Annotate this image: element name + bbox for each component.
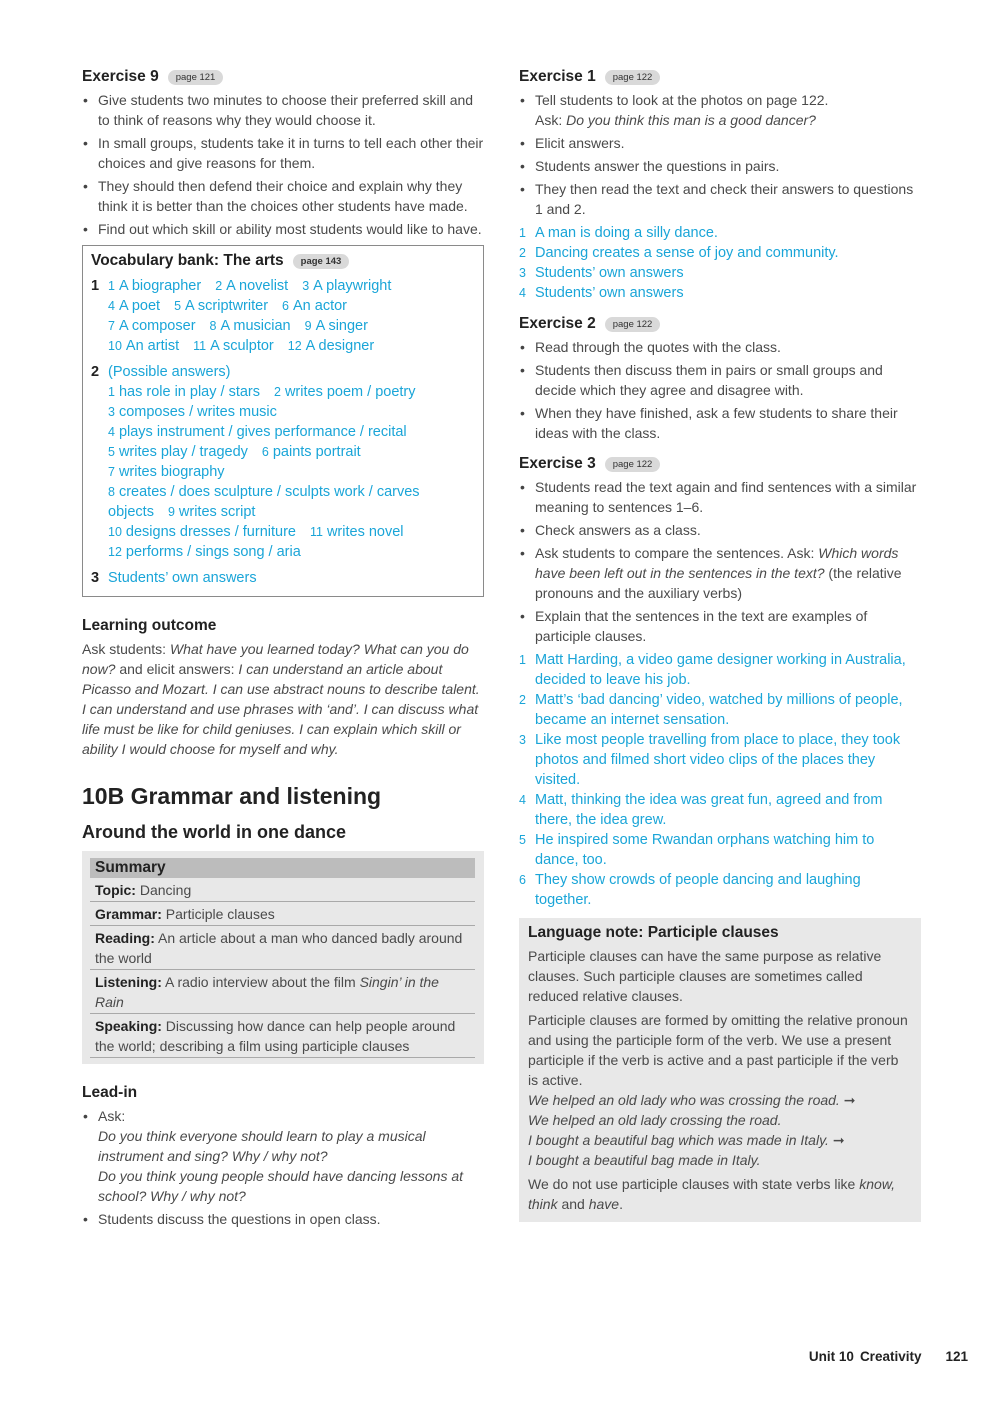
example-sentence xyxy=(528,1130,912,1150)
answer-text: Like most people travelling from place to place, they took photos and filmed short video clips of the places they visited. xyxy=(535,732,901,788)
answer-number: 4 xyxy=(108,425,115,439)
summary-row xyxy=(90,878,475,902)
answer-number: 1 xyxy=(519,653,526,667)
answer-text: An actor xyxy=(292,298,347,314)
text-run: I can understand an article about Picasso and Mozart. I can use abstract nouns to describe talent. I can understand and use phrases with ‘and’. I can discuss what life must be like for child geniuses. I can explain which skill or ability I would choose for myself and why. xyxy=(82,661,480,757)
answer-number: 8 xyxy=(209,319,217,333)
text-run: have xyxy=(588,1196,620,1212)
answer-number: 6 xyxy=(282,299,289,313)
list-item xyxy=(519,90,921,130)
answer-text: Students’ own answers xyxy=(535,265,684,281)
summary-row xyxy=(90,926,475,970)
section-subtitle: Around the world in one dance xyxy=(82,822,347,842)
answer-line xyxy=(108,316,475,336)
answer-number: 2 xyxy=(215,279,223,293)
text-run: We do not use participle clauses with state verbs like xyxy=(528,1176,860,1192)
vocabulary-bank-box xyxy=(82,245,484,597)
answer-text: writes novel xyxy=(326,524,404,540)
answer-text: A man is doing a silly dance. xyxy=(535,225,718,241)
exercise-title: Exercise 1 xyxy=(519,68,596,85)
lead-in-heading: Lead-in xyxy=(82,1084,138,1101)
answer-line xyxy=(108,402,475,422)
vocab-section-3 xyxy=(91,568,475,588)
language-note-paragraph: Participle clauses can have the same purpose as relative clauses. Such participle clauses are sometimes called reduced relative clauses. xyxy=(528,948,882,1004)
exercise-title: Exercise 2 xyxy=(519,315,596,332)
answer-number: 10 xyxy=(108,339,122,353)
vocab-answers-2 xyxy=(108,362,475,562)
answer-text: writes script xyxy=(178,504,256,520)
text-run: and elicit answers: xyxy=(115,661,239,677)
answer-number: 4 xyxy=(519,286,526,300)
text-run: . xyxy=(619,1196,623,1212)
question-text: Do you think young people should have dancing lessons at school? Why / why not? xyxy=(98,1168,464,1204)
answer-text: An artist xyxy=(125,338,180,354)
summary-value-italic: Singin’ in the Rain xyxy=(95,974,439,1010)
answer-text: A novelist xyxy=(226,278,289,294)
answer-number: 9 xyxy=(304,319,312,333)
answer-text: Students’ own answers xyxy=(108,570,257,586)
example-sentence: I bought a beautiful bag made in Italy. xyxy=(528,1152,761,1168)
summary-key: Reading: xyxy=(95,930,155,946)
text-run: Do you think this man is a good dancer? xyxy=(566,112,816,128)
answer-text: Matt Harding, a video game designer working in Australia, decided to leave his job. xyxy=(535,652,906,688)
answer-number: 12 xyxy=(287,339,302,353)
summary-value: A radio interview about the film xyxy=(161,974,360,990)
answer-text: writes biography xyxy=(118,464,225,480)
list-item: • Students discuss the questions in open class. xyxy=(82,1209,484,1229)
page-ref-badge: page 121 xyxy=(168,70,224,85)
answer-text: A playwright xyxy=(313,278,392,294)
answer-text: writes poem / poetry xyxy=(284,384,416,400)
page-ref-badge: page 122 xyxy=(605,457,661,472)
exercise-9-list xyxy=(82,90,484,239)
text-run: Ask: xyxy=(535,112,567,128)
answer-number: 2 xyxy=(519,246,526,260)
summary-box xyxy=(82,851,484,1064)
answer-text: paints portrait xyxy=(272,444,361,460)
answer-number: 11 xyxy=(193,339,207,353)
vocab-section-1 xyxy=(91,276,475,356)
exercise-title: Exercise 3 xyxy=(519,455,596,472)
summary-key: Listening: xyxy=(95,974,162,990)
answer-intro: (Possible answers) xyxy=(108,364,231,380)
question-text: Do you think everyone should learn to play a musical instrument and sing? Why / why not? xyxy=(98,1128,426,1164)
exercise-title: Exercise 9 xyxy=(82,68,159,85)
right-column xyxy=(519,62,921,1222)
answer-text: A musician xyxy=(220,318,291,334)
exercise-9-heading xyxy=(82,68,484,86)
page-ref-badge: page 122 xyxy=(605,70,661,85)
answer-text: A sculptor xyxy=(210,338,274,354)
exercise-3-answers xyxy=(519,650,921,910)
arrow-icon: ➞ xyxy=(843,1092,856,1108)
answer-row xyxy=(519,263,921,283)
list-item: • Find out which skill or ability most students would like to have. xyxy=(82,219,484,239)
answer-text: writes play / tragedy xyxy=(118,444,248,460)
section-title: 10B Grammar and listening xyxy=(82,783,382,809)
answer-row xyxy=(519,243,921,263)
answer-number: 3 xyxy=(108,405,115,419)
answer-line xyxy=(108,502,475,522)
list-item: • They then read the text and check their answers to questions 1 and 2. xyxy=(519,179,921,219)
answer-number: 3 xyxy=(519,733,526,747)
answer-number: 11 xyxy=(309,525,323,539)
summary-key: Grammar: xyxy=(95,906,162,922)
vocabulary-bank-title: Vocabulary bank: The arts xyxy=(91,252,284,269)
exercise-1-answers xyxy=(519,223,921,303)
summary-row xyxy=(90,1014,475,1058)
section-number: 1 xyxy=(91,278,100,294)
summary-value: Discussing how dance can help people around the world; describing a film using participle clauses xyxy=(95,1018,456,1054)
footer-unit: Unit 10 xyxy=(808,1349,854,1364)
answer-row xyxy=(519,830,921,870)
answer-number: 12 xyxy=(108,545,122,559)
list-item: • In small groups, students take it in turns to tell each other their choices and give reasons for them. xyxy=(82,133,484,173)
learning-outcome-heading: Learning outcome xyxy=(82,617,217,634)
answer-text: They show crowds of people dancing and laughing together. xyxy=(535,872,861,908)
page-ref-badge: page 122 xyxy=(605,317,661,332)
exercise-2-heading xyxy=(519,315,921,333)
answer-line xyxy=(108,422,475,442)
answer-text: Matt’s ‘bad dancing’ video, watched by millions of people, became an internet sensation. xyxy=(535,692,903,728)
answer-text: A composer xyxy=(118,318,196,334)
answer-number: 5 xyxy=(174,299,182,313)
language-note-box xyxy=(519,918,921,1222)
vocab-section-2 xyxy=(91,362,475,562)
answer-number: 4 xyxy=(108,299,115,313)
language-note-paragraph xyxy=(528,1174,912,1214)
section-number: 3 xyxy=(91,570,100,586)
answer-number: 10 xyxy=(108,525,122,539)
summary-row xyxy=(90,970,475,1014)
section-number: 2 xyxy=(91,364,100,380)
list-item xyxy=(82,1106,484,1206)
answer-row xyxy=(519,730,921,790)
language-note-paragraph: Participle clauses are formed by omitting the relative pronoun and using the participle form of the verb. We use a present participle if the verb is active and a past participle if the verb is active. xyxy=(528,1012,908,1088)
answer-text: has role in play / stars xyxy=(118,384,260,400)
answer-text: Matt, thinking the idea was great fun, agreed and from there, the idea grew. xyxy=(535,792,883,828)
answer-text: A designer xyxy=(305,338,375,354)
answer-text: designs dresses / furniture xyxy=(125,524,296,540)
answer-number: 1 xyxy=(108,279,115,293)
list-item: • Check answers as a class. xyxy=(519,520,921,540)
answer-line xyxy=(108,462,475,482)
left-column xyxy=(82,62,484,1232)
answer-row xyxy=(519,790,921,830)
exercise-3-list xyxy=(519,477,921,646)
list-item: • When they have finished, ask a few students to share their ideas with the class. xyxy=(519,403,921,443)
page-number: 121 xyxy=(945,1349,968,1364)
answer-number: 4 xyxy=(519,793,526,807)
text-run: • Ask: xyxy=(98,1108,126,1124)
answer-number: 5 xyxy=(108,445,115,459)
arrow-icon: ➞ xyxy=(832,1132,845,1148)
list-item: • Give students two minutes to choose their preferred skill and to think of reasons why they would choose it. xyxy=(82,90,484,130)
list-item: • Read through the quotes with the class. xyxy=(519,337,921,357)
answer-line xyxy=(108,336,475,356)
list-item: • Students then discuss them in pairs or small groups and decide which they agree and disagree with. xyxy=(519,360,921,400)
summary-key: Speaking: xyxy=(95,1018,162,1034)
lead-in-list xyxy=(82,1106,484,1229)
answer-number: 5 xyxy=(519,833,526,847)
answer-number: 2 xyxy=(274,385,281,399)
answer-row xyxy=(519,223,921,243)
language-note-title: Language note: Participle clauses xyxy=(528,924,779,941)
list-item: • Students read the text again and find sentences with a similar meaning to sentences 1–6. xyxy=(519,477,921,517)
answer-number: 7 xyxy=(108,465,115,479)
list-item: • Students answer the questions in pairs. xyxy=(519,156,921,176)
text-line xyxy=(535,110,921,130)
answer-text: creates / does sculpture / sculpts work / carves xyxy=(118,484,420,500)
answer-line xyxy=(108,296,475,316)
answer-text: Dancing creates a sense of joy and community. xyxy=(535,245,839,261)
summary-key: Topic: xyxy=(95,882,136,898)
answer-number: 1 xyxy=(108,385,115,399)
answer-text: A biographer xyxy=(118,278,202,294)
answer-text: He inspired some Rwandan orphans watching him to dance, too. xyxy=(535,832,875,868)
answer-line xyxy=(108,522,475,542)
answer-text: A poet xyxy=(118,298,161,314)
text-run: know, think xyxy=(528,1176,896,1212)
summary-value: Participle clauses xyxy=(161,906,275,922)
answer-row xyxy=(519,870,921,910)
summary-row xyxy=(90,902,475,926)
text-run: We helped an old lady who was crossing the road. xyxy=(528,1092,840,1108)
summary-value: Dancing xyxy=(135,882,192,898)
answer-number: 6 xyxy=(519,873,526,887)
answer-number: 9 xyxy=(167,505,175,519)
exercise-3-heading xyxy=(519,455,921,473)
answer-line xyxy=(108,482,475,502)
answer-number: 8 xyxy=(108,485,115,499)
answer-line xyxy=(108,442,475,462)
text-run: (the relative pronouns and the auxiliary verbs) xyxy=(535,565,902,601)
list-item: • Explain that the sentences in the text are examples of participle clauses. xyxy=(519,606,921,646)
answer-number: 2 xyxy=(519,693,526,707)
vocabulary-bank-heading xyxy=(91,252,475,270)
footer-topic: Creativity xyxy=(859,1349,922,1364)
answer-row xyxy=(519,650,921,690)
summary-value: An article about a man who danced badly around the world xyxy=(95,930,463,966)
list-item xyxy=(519,543,921,603)
list-item: • They should then defend their choice and explain why they think it is better than the choices other students have made. xyxy=(82,176,484,216)
answer-line xyxy=(108,276,475,296)
answer-number: 6 xyxy=(261,445,269,459)
text-run: What have you learned today? What can you do now? xyxy=(82,641,469,677)
answer-row xyxy=(519,283,921,303)
text-run: I bought a beautiful bag which was made in Italy. xyxy=(528,1132,829,1148)
answer-number: 1 xyxy=(519,226,526,240)
text-run: Ask students: xyxy=(82,641,170,657)
answer-number: 7 xyxy=(108,319,115,333)
answer-text: Students’ own answers xyxy=(535,285,684,301)
learning-outcome-text xyxy=(82,639,484,759)
answer-text: composes / writes music xyxy=(118,404,277,420)
answer-number: 3 xyxy=(302,279,310,293)
answer-text: performs / sings song / aria xyxy=(125,544,301,560)
answer-row xyxy=(519,690,921,730)
page-ref-badge: page 143 xyxy=(293,254,350,269)
text-run: Ask students to compare the sentences. Ask: xyxy=(535,545,819,561)
example-sentence: We helped an old lady crossing the road. xyxy=(528,1112,782,1128)
exercise-2-list xyxy=(519,337,921,443)
answer-line xyxy=(108,382,475,402)
page-footer xyxy=(809,1349,968,1364)
answer-text: A scriptwriter xyxy=(185,298,269,314)
example-sentence xyxy=(528,1090,912,1110)
list-item: • Elicit answers. xyxy=(519,133,921,153)
answer-text: A singer xyxy=(315,318,368,334)
text-run: and xyxy=(557,1196,589,1212)
text-run: Which words have been left out in the sentences in the text? xyxy=(535,545,899,581)
answer-number: 3 xyxy=(519,266,526,280)
vocab-answers-1 xyxy=(108,276,475,356)
answer-text: objects xyxy=(108,504,154,520)
exercise-1-list xyxy=(519,90,921,219)
exercise-1-heading xyxy=(519,68,921,86)
answer-line xyxy=(108,542,475,562)
summary-heading: Summary xyxy=(90,858,475,878)
answer-text: plays instrument / gives performance / recital xyxy=(118,424,407,440)
text-run: • Tell students to look at the photos on page 122. xyxy=(535,92,829,108)
